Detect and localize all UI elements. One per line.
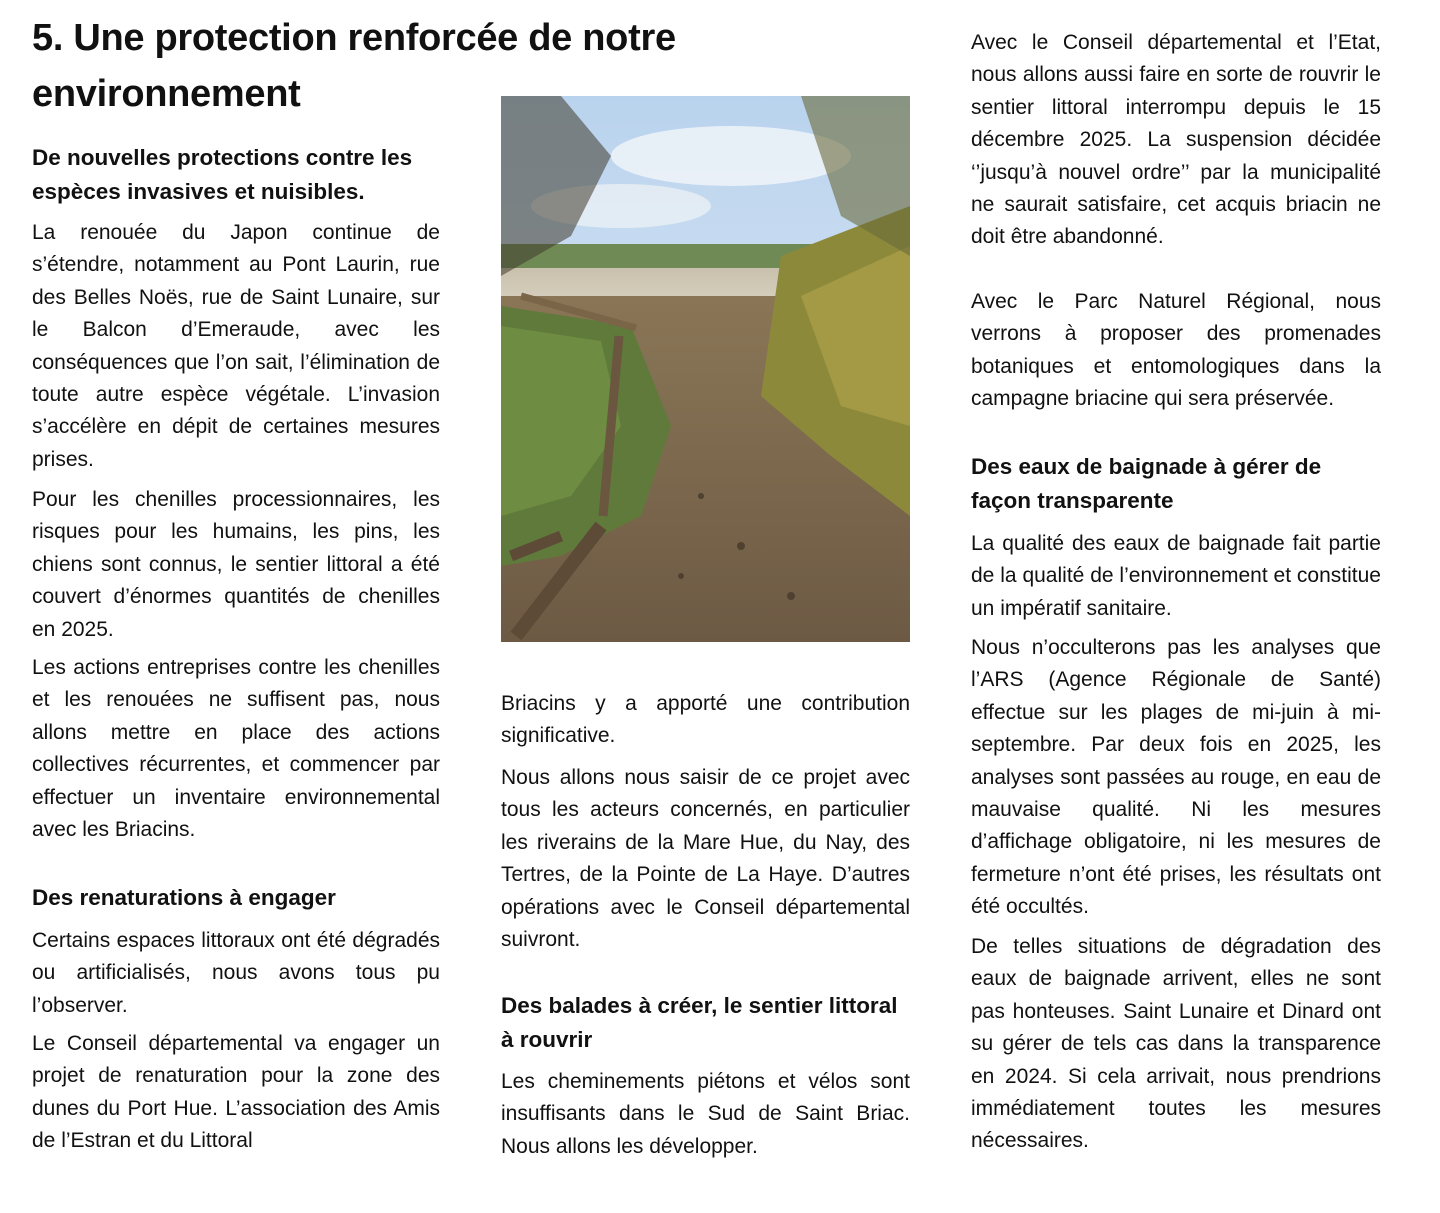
page-title: 5. Une protection renforcée de notre environnement: [32, 17, 676, 115]
paragraph-briacins-contribution: Briacins y a apporté une contribution significative.: [501, 692, 910, 748]
paragraph-chenilles: Pour les chenilles processionnaires, les risques pour les humains, les pins, les chiens sont connus, le sentier littoral a été couvert d’énormes quantités de chenilles en 2025.: [32, 488, 440, 641]
paragraph-cheminements: Les cheminements piétons et vélos sont insuffisants dans le Sud de Saint Briac. Nous allons les développer.: [501, 1070, 910, 1158]
heading-renaturations: Des renaturations à engager: [32, 885, 336, 910]
heading-balades: Des balades à créer, le sentier littoral à rouvrir: [501, 993, 898, 1052]
paragraph-qualite-eaux: La qualité des eaux de baignade fait partie de la qualité de l’environnement et constitue un impératif sanitaire.: [971, 532, 1381, 620]
paragraph-situations-degradation: De telles situations de dégradation des eaux de baignade arrivent, elles ne sont pas honteuses. Saint Lunaire et Dinard ont su gérer de tels cas dans la transparence en 2024. Si cela arrivait, nous prendrions immédiatement toutes les mesures nécessaires.: [971, 935, 1381, 1153]
heading-invasive-species: De nouvelles protections contre les espèces invasives et nuisibles.: [32, 145, 413, 204]
paragraph-actions: Les actions entreprises contre les chenilles et les renouées ne suffisent pas, nous allons mettre en place des actions collectives récurrentes, et commencer par effectuer un inventaire environnemental avec les Briacins.: [32, 656, 440, 842]
paragraph-espaces-littoraux: Certains espaces littoraux ont été dégradés ou artificialisés, nous avons tous pu l’observer.: [32, 929, 440, 1017]
coastal-path-photo: [501, 96, 910, 642]
heading-eaux-baignade: Des eaux de baignade à gérer de façon transparente: [971, 454, 1322, 513]
paragraph-sentier-littoral: Avec le Conseil départemental et l’Etat, nous allons aussi faire en sorte de rouvrir le sentier littoral interrompu depuis le 15 décembre 2025. La suspension décidée ‘’jusqu’à nouvel ordre’’ par la municipalité ne saurait satisfaire, cet acquis briacin ne doit être abandonné.: [971, 31, 1381, 249]
paragraph-conseil-renaturation: Le Conseil départemental va engager un projet de renaturation pour la zone des dunes du Port Hue. L’association des Amis de l’Estran et du Littoral: [32, 1032, 440, 1153]
paragraph-analyses-ars: Nous n’occulterons pas les analyses que l’ARS (Agence Régionale de Santé) effectue sur les plages de mi-juin à mi-septembre. Par deux fois en 2025, les analyses sont passées au rouge, en eau de mauvaise qualité. Ni les mesures d’affichage obligatoire, ni les mesures de fermeture n’ont été prises, les résultats ont été occultés.: [971, 636, 1381, 919]
paragraph-parc-naturel: Avec le Parc Naturel Régional, nous verrons à proposer des promenades botaniques et entomologiques dans la campagne briacine qui sera préservée.: [971, 290, 1381, 411]
paragraph-renouee: La renouée du Japon continue de s’étendre, notamment au Pont Laurin, rue des Belles Noës, rue de Saint Lunaire, sur le Balcon d’Emeraude, avec les conséquences que l’on sait, l’élimination de toute autre espèce végétale. L’invasion s’accélère en dépit de certaines mesures prises.: [32, 221, 440, 471]
paragraph-saisir-projet: Nous allons nous saisir de ce projet avec tous les acteurs concernés, en particulier les riverains de la Mare Hue, du Nay, des Tertres, de la Pointe de La Haye. D’autres opérations avec le Conseil départemental suivront.: [501, 766, 910, 952]
